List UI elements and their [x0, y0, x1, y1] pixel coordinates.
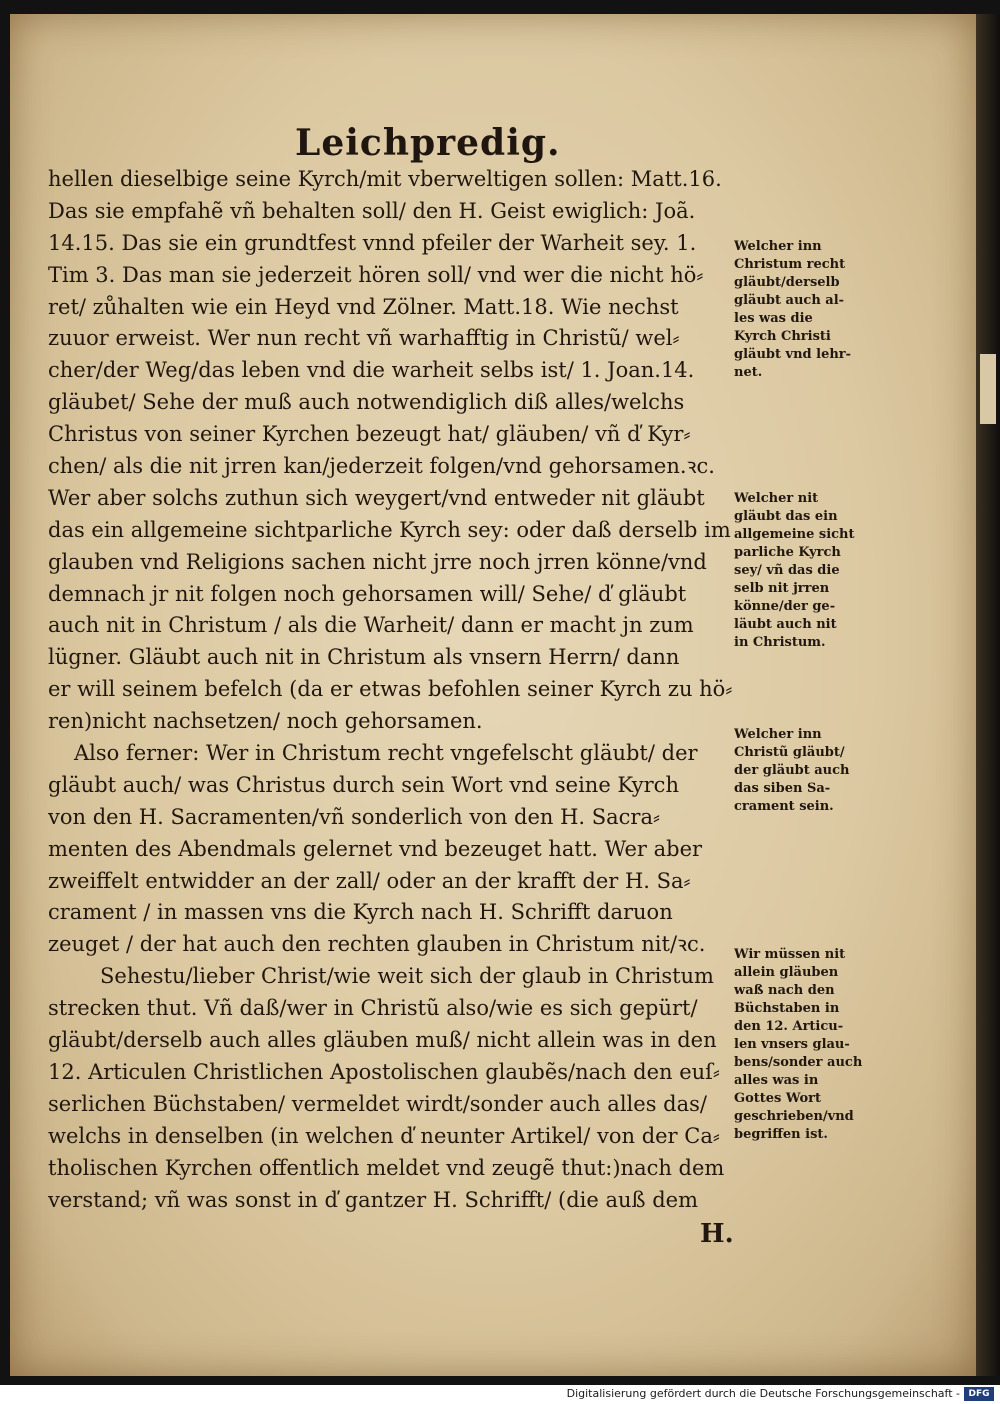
margin-note-line: Welcher inn: [734, 239, 822, 254]
text-line: 12. Articulen Christlichen Apostolischen glaubẽs/nach den euſ⸗: [48, 1059, 720, 1084]
footer: [0, 1385, 1000, 1404]
text-line: Sehestu/lieber Christ/wie weit sich der glaub in Christum: [100, 964, 714, 989]
text-line: serlichen Büchstaben/ vermeldet wirdt/sonder auch alles das/: [48, 1091, 707, 1116]
text-line: chen/ als die nit jrren kan/jederzeit folgen/vnd gehorsamen.ꝛc.: [48, 454, 715, 479]
text-line: 14.15. Das sie ein grundtfest vnnd pfeiler der Warheit sey. 1.: [48, 230, 697, 255]
margin-note: [734, 726, 884, 816]
margin-note-line: Büchstaben in: [734, 1001, 840, 1016]
margin-note-line: den 12. Articu-: [734, 1019, 844, 1034]
text-line: welchs in denselben (in welchen ď neunter Artikel/ von der Ca⸗: [48, 1123, 720, 1148]
scan-edge: [976, 14, 1000, 1376]
text-line: demnach jr nit folgen noch gehorsamen will/ Sehe/ ď gläubt: [48, 581, 687, 606]
text-line: glauben vnd Religions sachen nicht jrre noch jrren könne/vnd: [48, 549, 707, 574]
text-line: tholischen Kyrchen offentlich meldet vnd zeugẽ thut:)nach dem: [48, 1155, 725, 1180]
text-line: von den H. Sacramenten/vñ sonderlich von den H. Sacra⸗: [48, 804, 660, 829]
margin-note-line: crament sein.: [734, 799, 834, 814]
margin-note: [734, 490, 884, 652]
text-line: gläubet/ Sehe der muß auch notwendiglich diß alles/welchs: [48, 390, 685, 415]
text-line: Das sie empfahẽ vñ behalten soll/ den H. Geist ewiglich: Joã.: [48, 198, 696, 223]
margin-note-line: gläubt vnd lehr-: [734, 347, 852, 362]
margin-note-line: könne/der ge-: [734, 599, 836, 614]
margin-note: [734, 946, 884, 1144]
margin-note-line: parliche Kyrch: [734, 545, 841, 560]
margin-note-line: Christum recht: [734, 257, 846, 272]
text-line: zweiffelt entwidder an der zall/ oder an der krafft der H. Sa⸗: [48, 868, 691, 893]
margin-note-line: gläubt auch al-: [734, 293, 845, 308]
page-edge-tab: [980, 354, 996, 424]
text-line: Also ferner: Wer in Christum recht vngefelscht gläubt/ der: [74, 741, 698, 766]
margin-note-line: das siben Sa-: [734, 781, 831, 796]
margin-note-line: bens/sonder auch: [734, 1055, 863, 1070]
text-line: lügner. Gläubt auch nit in Christum als vnsern Herrn/ dann: [48, 645, 680, 670]
margin-note-line: net.: [734, 365, 763, 380]
margin-note-line: alles was in: [734, 1073, 819, 1088]
body-text: [48, 164, 748, 1216]
book-page: [10, 14, 976, 1376]
text-line: ret/ zůhalten wie ein Heyd vnd Zölner. Matt.18. Wie nechst: [48, 294, 679, 319]
footer-credit: Digitalisierung gefördert durch die Deutsche Forschungsgemeinschaft -: [566, 1387, 960, 1400]
text-line: hellen dieselbige seine Kyrch/mit vberweltigen sollen: Matt.16.: [48, 167, 722, 191]
text-line: Tim 3. Das man sie jederzeit hören soll/ vnd wer die nicht hö⸗: [48, 262, 704, 287]
margin-note-line: läubt auch nit: [734, 617, 837, 632]
text-line: das ein allgemeine sichtparliche Kyrch sey: oder daß derselb im: [48, 517, 731, 542]
margin-note-line: Welcher inn: [734, 727, 822, 742]
running-header: Leichpredig.: [295, 122, 561, 164]
margin-note-line: allein gläuben: [734, 965, 839, 980]
text-line: crament / in massen vns die Kyrch nach H. Schrifft daruon: [48, 900, 673, 925]
text-line: zeuget / der hat auch den rechten glauben in Christum nit/ꝛc.: [48, 932, 706, 957]
margin-note-line: selb nit jrren: [734, 581, 830, 596]
margin-note-line: Wir müssen nit: [734, 947, 846, 962]
margin-note-line: Gottes Wort: [734, 1091, 821, 1106]
margin-note-line: les was die: [734, 311, 813, 326]
text-line: gläubt auch/ was Christus durch sein Wort vnd seine Kyrch: [48, 772, 679, 797]
margin-note-line: waß nach den: [734, 983, 835, 998]
text-line: ren)nicht nachsetzen/ noch gehorsamen.: [48, 709, 483, 734]
margin-note: [734, 238, 884, 382]
text-line: zuuor erweist. Wer nun recht vñ warhafftig in Christũ/ wel⸗: [48, 326, 680, 351]
margin-note-line: sey/ vñ das die: [734, 563, 840, 578]
margin-note-line: Kyrch Christi: [734, 329, 831, 344]
margin-note-line: geschrieben/vnd: [734, 1109, 854, 1124]
margin-note-line: gläubt/derselb: [734, 275, 840, 290]
margin-note-line: gläubt das ein: [734, 509, 838, 524]
text-line: auch nit in Christum / als die Warheit/ dann er macht jn zum: [48, 613, 694, 638]
margin-note-line: in Christum.: [734, 635, 826, 650]
text-line: gläubt/derselb auch alles gläuben muß/ nicht allein was in den: [48, 1028, 717, 1053]
margin-note-line: begriffen ist.: [734, 1127, 828, 1142]
margin-note-line: allgemeine sicht: [734, 527, 855, 542]
dfg-logo: DFG: [964, 1387, 994, 1401]
catchword: H.: [700, 1219, 734, 1249]
text-line: menten des Abendmals gelernet vnd bezeuget hatt. Wer aber: [48, 836, 703, 861]
text-line: Christus von seiner Kyrchen bezeugt hat/ gläuben/ vñ ď Kyr⸗: [48, 422, 691, 447]
margin-note-line: Welcher nit: [734, 491, 819, 506]
text-line: Wer aber solchs zuthun sich weygert/vnd entweder nit gläubt: [48, 485, 705, 510]
margin-note-line: len vnsers glau-: [734, 1037, 850, 1052]
text-line: er will seinem befelch (da er etwas befohlen seiner Kyrch zu hö⸗: [48, 677, 733, 702]
text-line: cher/der Weg/das leben vnd die warheit selbs ist/ 1. Joan.14.: [48, 358, 695, 383]
text-line: strecken thut. Vñ daß/wer in Christũ also/wie es sich gepürt/: [48, 996, 698, 1021]
margin-note-line: Christũ gläubt/: [734, 745, 845, 760]
margin-note-line: der gläubt auch: [734, 763, 850, 778]
text-line: verstand; vñ was sonst in ď gantzer H. Schrifft/ (die auß dem: [48, 1187, 698, 1212]
